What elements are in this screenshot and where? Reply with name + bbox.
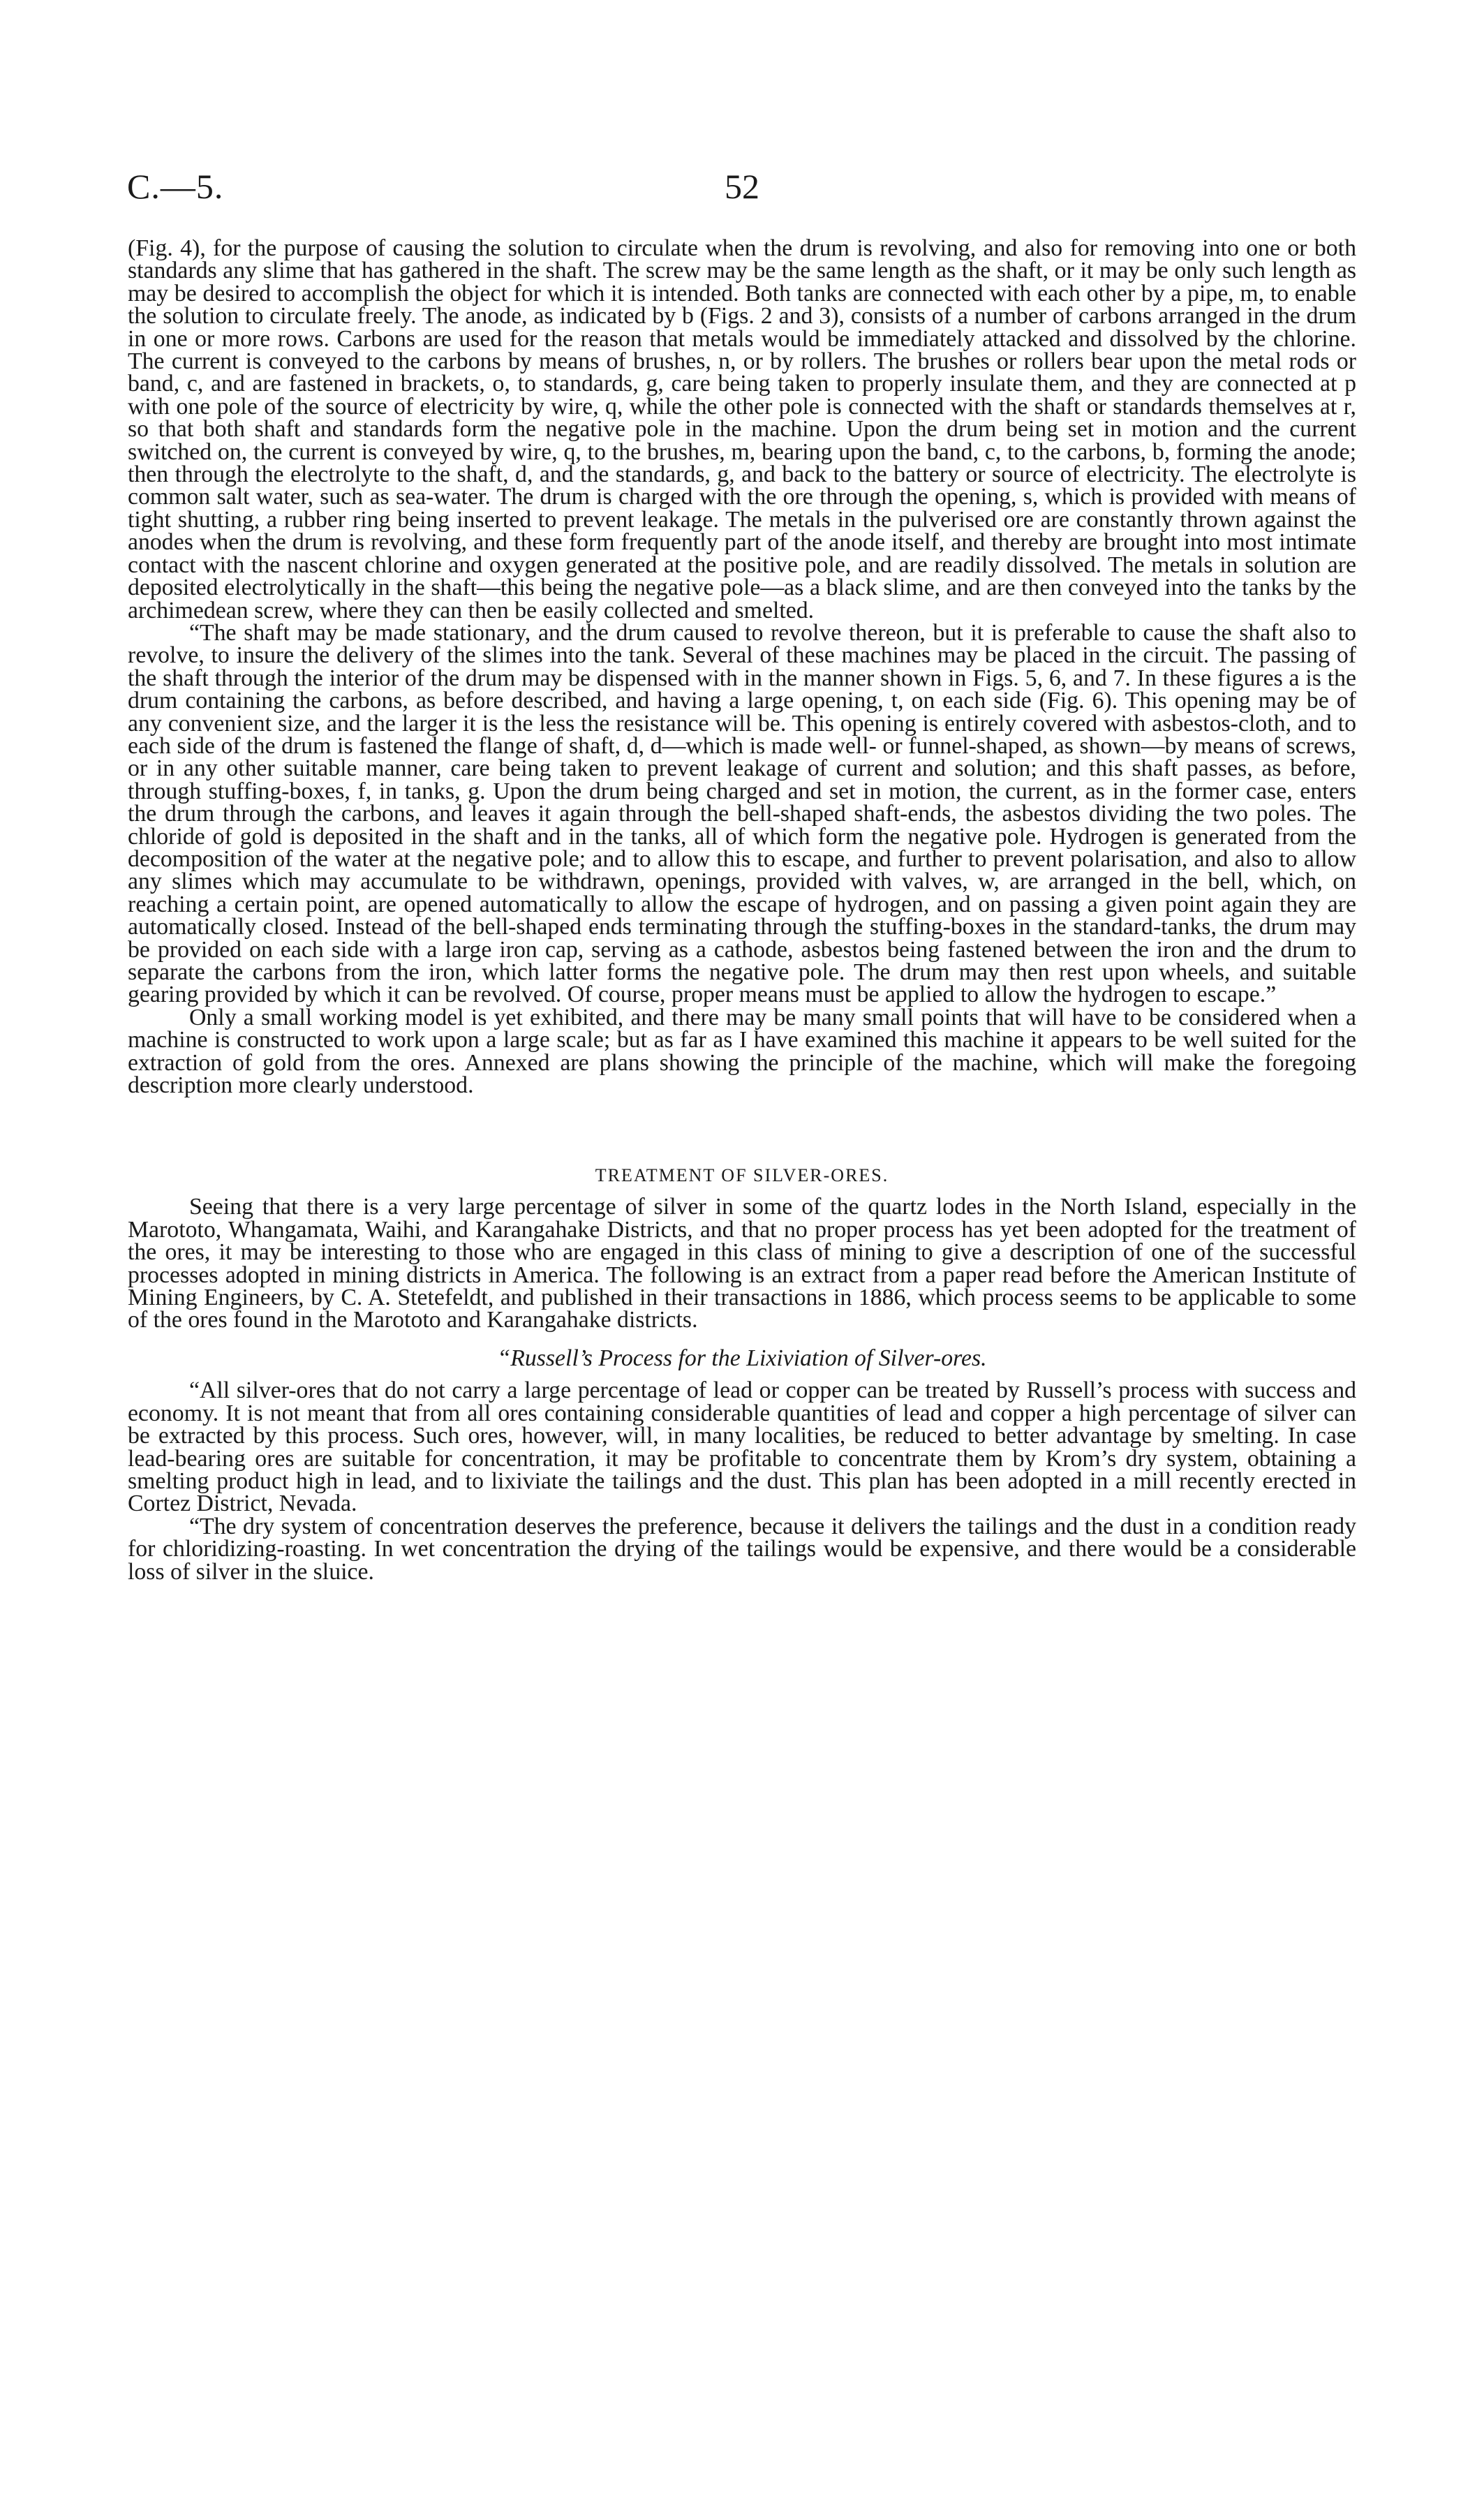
paragraph-continuation: (Fig. 4), for the purpose of causing the solution to circulate when the drum is revolving, and also for removing into one or both standards any slime that has gathered in the shaft. The screw may be the same length as the shaft, or it may be only such length as may be desired to accomplish the object for which it is intended. Both tanks are connected with each other by a pipe, m, to enable the solution to circulate freely. The anode, as indicated by b (Figs. 2 and 3), consists of a number of carbons arranged in the drum in one or more rows. Carbons are used for the reason that metals would be immediately attacked and dissolved by the chlorine. The current is conveyed to the carbons by means of brushes, n, or by rollers. The brushes or rollers bear upon the metal rods or band, c, and are fastened in brackets, o, to standards, g, care being taken to properly insulate them, and they are connected at p with one pole of the source of electricity by wire, q, while the other pole is connected with the shaft or standards themselves at r, so that both shaft and standards form the negative pole in the machine. Upon the drum being set in motion and the current switched on, the current is conveyed by wire, q, to the brushes, m, bearing upon the band, c, to the carbons, b, forming the anode; then through the electrolyte to the shaft, d, and the standards, g, and back to the battery or source of electricity. The electrolyte is common salt water, such as sea-water. The drum is charged with the ore through the opening, s, which is provided with means of tight shutting, a rubber ring being inserted to prevent leakage. The metals in the pulverised ore are constantly thrown against the anodes when the drum is revolving, and these form frequently part of the anode itself, and thereby are brought into most intimate contact with the nascent chlorine and oxygen generated at the positive pole, and are readily dissolved. The metals in solution are deposited electrolytically in the shaft—this being the negative pole—as a black slime, and are then conveyed into the tanks by the archimedean screw, where they can then be easily collected and smelted. — [128, 235, 1356, 623]
section-subheading: “Russell’s Process for the Lixiviation of Silver-ores. — [497, 1345, 987, 1371]
body-text — [128, 237, 1356, 1583]
document-reference: C.—5. — [127, 167, 224, 206]
paragraph-assessment: Only a small working model is yet exhibited, and there may be many small points that will have to be considered when a machine is constructed to work upon a large scale; but as far as I have examined this machine it appears to be well suited for the extraction of gold from the ores. Annexed are plans showing the principle of the machine, which will make the foregoing description more clearly understood. — [128, 1004, 1356, 1099]
section-heading: TREATMENT OF SILVER-ORES. — [595, 1165, 889, 1186]
page-header — [127, 166, 1357, 215]
paragraph-quoted-description: “The shaft may be made stationary, and the drum caused to revolve thereon, but it is preferable to cause the shaft also to revolve, to insure the delivery of the slimes into the tank. Several of these machines may be placed in the circuit. The passing of the shaft through the interior of the drum may be dispensed with in the manner shown in Figs. 5, 6, and 7. In these figures a is the drum containing the carbons, as before described, and having a large opening, t, on each side (Fig. 6). This opening may be of any convenient size, and the larger it is the less the resistance will be. This opening is entirely covered with asbestos-cloth, and to each side of the drum is fastened the flange of shaft, d, d—which is made well- or funnel-shaped, as shown—by means of screws, or in any other suitable manner, care being taken to prevent leakage of current and solution; and this shaft passes, as before, through stuffing-boxes, f, in tanks, g. Upon the drum being charged and set in motion, the current, as in the former case, enters the drum through the carbons, and leaves it again through the bell-shaped shaft-ends, the asbestos dividing the two poles. The chloride of gold is deposited in the shaft and in the tanks, all of which form the negative pole. Hydrogen is generated from the decomposition of the water at the negative pole; and to allow this to escape, and further to prevent polarisation, and also to allow any slimes which may accumulate to be withdrawn, openings, provided with valves, w, are arranged in the bell, which, on reaching a certain point, are opened automatically to allow the escape of hydrogen, and on passing a given point again they are automatically closed. Instead of the bell-shaped ends terminating through the stuffing-boxes in the standard-tanks, the drum may be provided on each side with a large iron cap, serving as a cathode, asbestos being fastened between the iron and the drum to separate the carbons from the iron, which latter forms the negative pole. The drum may then rest upon wheels, and suitable gearing provided by which it can be revolved. Of course, proper means must be applied to allow the hydrogen to escape.” — [128, 619, 1356, 1008]
page-number: 52 — [725, 167, 759, 206]
paragraph-silver-ores: “All silver-ores that do not carry a large percentage of lead or copper can be treated by Russell’s process with success and economy. It is not meant that from all ores containing considerable quantities of lead and copper a high percentage of silver can be extracted by this process. Such ores, however, will, in many localities, be reduced to better advantage by smelting. In case lead-bearing ores are suitable for concentration, it may be profitable to concentrate them by Krom’s dry system, obtaining a smelting product high in lead, and to lixiviate the tailings and the dust. This plan has been adopted in a mill recently erected in Cortez District, Nevada. — [128, 1377, 1356, 1517]
section-intro-paragraph: Seeing that there is a very large percentage of silver in some of the quartz lodes in the North Island, especially in the Marototo, Whangamata, Waihi, and Karangahake Districts, and that no proper process has yet been adopted for the treatment of the ores, it may be interesting to those who are engaged in this class of mining to give a description of one of the successful processes adopted in mining districts in America. The following is an extract from a paper read before the American Institute of Mining Engineers, by C. A. Stetefeldt, and published in their transactions in 1886, which process seems to be applicable to some of the ores found in the Marototo and Karangahake districts. — [128, 1194, 1356, 1333]
paragraph-dry-concentration: “The dry system of concentration deserves the preference, because it delivers the tailings and the dust in a condition ready for chloridizing-roasting. In wet concentration the drying of the tailings would be expensive, and there would be a considerable loss of silver in the sluice. — [128, 1513, 1356, 1585]
